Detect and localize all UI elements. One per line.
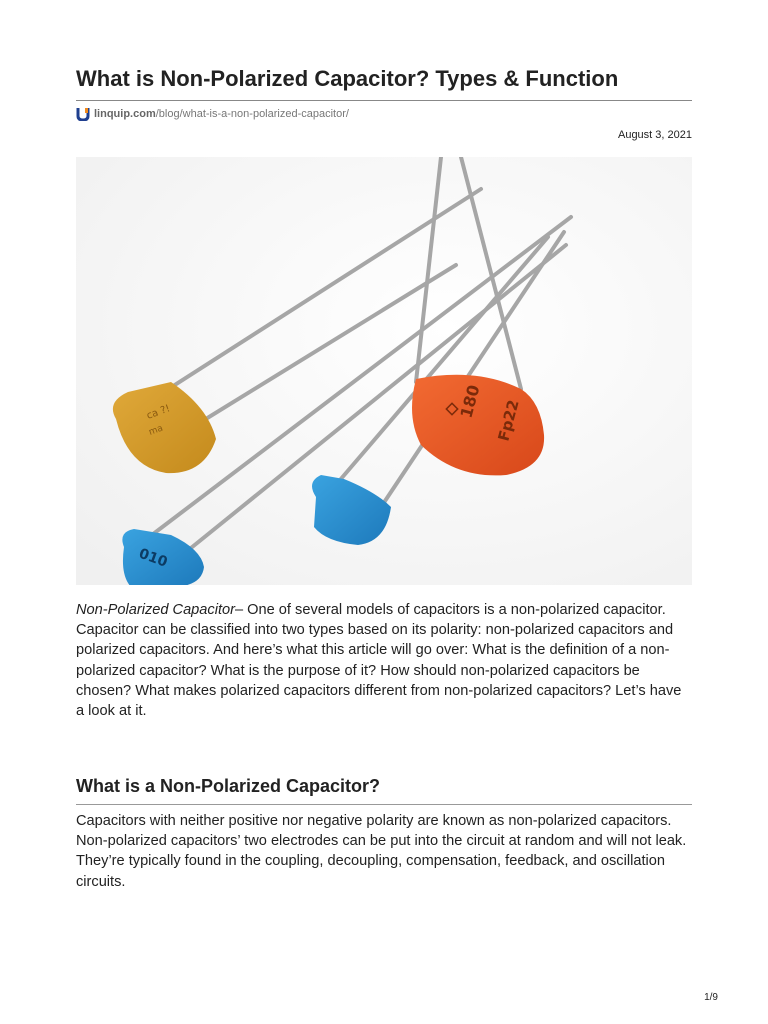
capacitors-photo: [76, 157, 692, 585]
svg-text:010: 010: [136, 545, 170, 571]
source-link[interactable]: [76, 106, 349, 122]
section-paragraph: Capacitors with neither positive nor negative polarity are known as non-polarized capacitors. Non-polarized capacitors’ two electrodes can be put into the circuit at random and will not leak. They’re typically found in the coupling, decoupling, compensation, feedback, and oscillation circuits.: [76, 813, 687, 890]
hero-image: [76, 157, 692, 585]
page-title: What is Non-Polarized Capacitor? Types & Function: [76, 66, 619, 91]
section-heading: What is a Non-Polarized Capacitor?: [76, 776, 381, 796]
source-path[interactable]: /blog/what-is-a-non-polarized-capacitor/: [155, 108, 349, 120]
svg-text:ca ?!: ca ?!: [145, 403, 172, 422]
source-domain[interactable]: linquip.com: [94, 108, 156, 120]
intro-lead-italic: Non-Polarized Capacitor: [76, 602, 235, 618]
linquip-logo-icon: [76, 107, 90, 121]
svg-text:Fp22: Fp22: [494, 397, 523, 444]
svg-text:180: 180: [456, 382, 484, 421]
svg-text:ma: ma: [147, 423, 165, 438]
title-divider: [76, 100, 692, 101]
publish-date: August 3, 2021: [617, 129, 692, 141]
page-number: 1/9: [704, 992, 718, 1003]
intro-text: One of several models of capacitors is a non-polarized capacitor. Capacitor can be classified into two types based on its polarity: non-polarized capacitors and polarized capacitors. And here’s what this article will go over: What is the definition of a non-polarized capacitor? What is the purpose of it? How should non-polarized capacitors be chosen? What makes polarized capacitors different from non-polarized capacitors? Let’s have a look at it.: [76, 602, 682, 720]
intro-lead-dash: –: [235, 602, 248, 618]
intro-paragraph: [76, 600, 692, 721]
section-divider: [76, 804, 692, 805]
